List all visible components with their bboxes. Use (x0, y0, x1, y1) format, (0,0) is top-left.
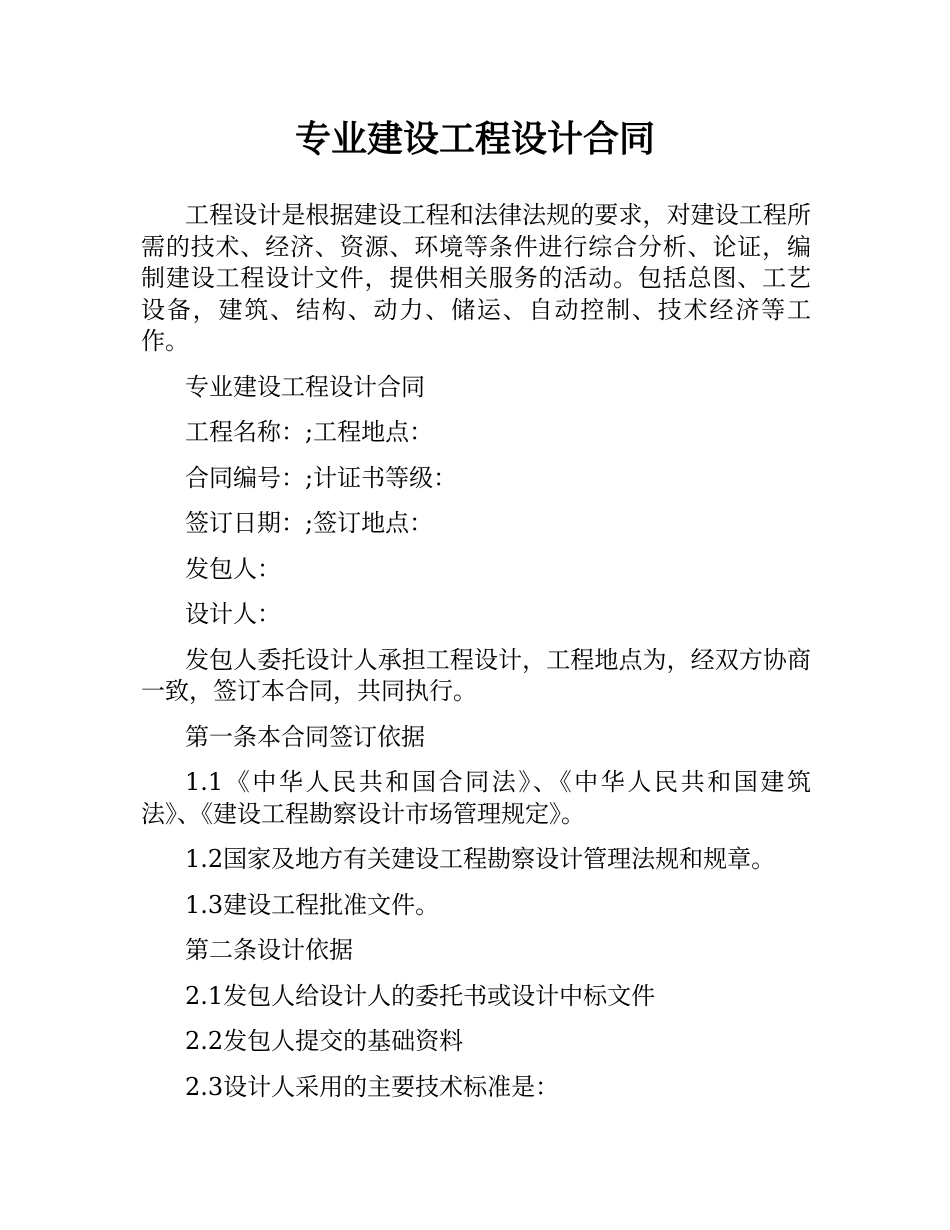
contract-heading: 专业建设工程设计合同 (185, 372, 425, 401)
clause-2-1: 2.1发包人给设计人的委托书或设计中标文件 (185, 981, 656, 1010)
document-title: 专业建设工程设计合同 (294, 119, 655, 160)
employer-field: 发包人： (185, 554, 281, 583)
clause-2-2: 2.2发包人提交的基础资料 (185, 1027, 464, 1055)
commission-paragraph: 发包人委托设计人承担工程设计，工程地点为，经双方协商一致，签订本合同，共同执行。 (141, 645, 811, 705)
clause-1-3: 1.3建设工程批准文件。 (185, 890, 440, 919)
signing-date-place: 签订日期：;签订地点： (185, 509, 434, 537)
clause-1-1: 1.1《中华人民共和国合同法》、《中华人民共和国建筑法》、《建设工程勘察设计市场管理规定》。 (141, 768, 811, 828)
contract-number-grade: 合同编号：;计证书等级： (185, 463, 458, 492)
article-1-heading: 第一条本合同签订依据 (185, 722, 425, 751)
project-name-location: 工程名称：;工程地点： (185, 418, 434, 446)
clause-1-2: 1.2国家及地方有关建设工程勘察设计管理法规和规章。 (185, 845, 776, 873)
document-body (141, 200, 811, 1117)
clause-2-3: 2.3设计人采用的主要技术标准是： (185, 1072, 560, 1101)
article-2-heading: 第二条设计依据 (185, 936, 353, 964)
intro-paragraph: 工程设计是根据建设工程和法律法规的要求，对建设工程所需的技术、经济、资源、环境等条件进行综合分析、论证，编制建设工程设计文件，提供相关服务的活动。包括总图、工艺设备，建筑、结构、动力、储运、自动控制、技术经济等工作。 (141, 201, 811, 355)
designer-field: 设计人： (185, 600, 281, 628)
